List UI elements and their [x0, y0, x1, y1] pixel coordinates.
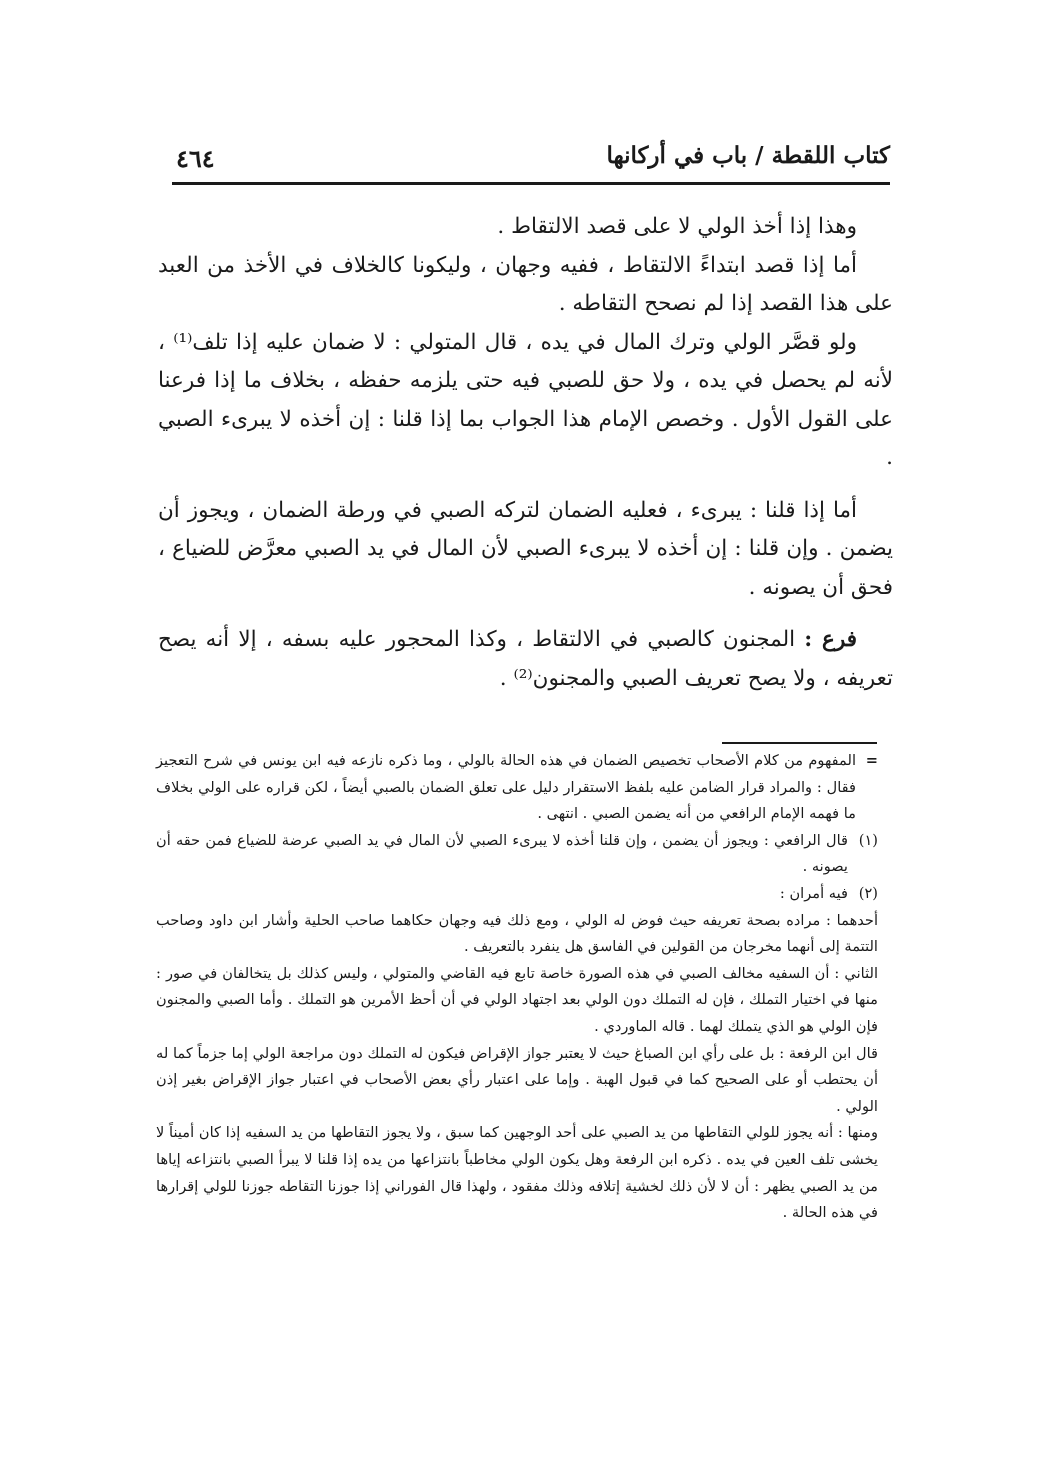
continuation-marker: =: [865, 752, 878, 769]
paragraph-3: ولو قصَّر الولي وترك المال في يده ، قال المتولي : لا ضمان عليه إذا تلف⁽¹⁾ ، لأنه لم يحصل في يده ، ولا حق للصبي فيه حتى يلزمه حفظه ، بخلاف ما إذا فرعنا على القول الأول . وخصص الإمام هذا الجواب بما إذا قلنا : إن أخذه لا يبرىء الصبي .: [158, 329, 893, 470]
header-title: كتاب اللقطة / باب في أركانها: [606, 142, 890, 169]
footnote-2-marker: (٢): [858, 884, 878, 902]
footnote-1-text: قال الرافعي : ويجوز أن يضمن ، وإن قلنا أخذه لا يبرىء الصبي لأن المال في يد الصبي عرضة للضياع فمن حقه أن يصونه .: [156, 831, 848, 876]
footnote-rule: [722, 742, 877, 744]
paragraph-4: أما إذا قلنا : يبرىء ، فعليه الضمان لتركه الصبي في ورطة الضمان ، ويجوز أن يضمن . وإن قلنا : إن أخذه لا يبرىء الصبي لأن المال في يد الصبي معرَّض للضياع ، فحق أن يصونه .: [158, 497, 893, 600]
footnote-2-also: ومنها : أنه يجوز للولي التقاطها من يد الصبي على أحد الوجهين كما سبق ، ولا يجوز التقاطها من يد السفيه إذا كان أميناً لا يخشى تلف العين في يده . ذكره ابن الرفعة وهل يكون الولي مخاطباً بانتزاعها من يده إذا قلنا لا يبرأ الصبي بانتزاعه إياها من يد الصبي يظهر : أن لا لأن ذلك لخشية إتلافه وذلك مفقود ، ولهذا قال الفوراني إذا جوزنا التقاطه جوزنا للولي إقرارها في هذه الحالة .: [156, 1124, 878, 1222]
footnote-2: [156, 881, 878, 908]
branch-label: فرع :: [804, 627, 857, 652]
footnote-2-second: الثاني : أن السفيه مخالف الصبي في هذه الصورة خاصة تابع فيه القاضي والمتولي ، وليس كذلك بل يتخالفان في صور : منها في اختيار التملك ، فإن له التملك دون الولي بعد اجتهاد الولي في أن أحظ الأمرين هو التملك . وأما الصبي والمجنون فإن الولي هو الذي يتملك لهما . قاله الماوردي .: [156, 964, 878, 1035]
paragraph-2: أما إذا قصد ابتداءً الالتقاط ، ففيه وجهان ، وليكونا كالخلاف في الأخذ من العبد على هذا القصد إذا لم نصحح التقاطه .: [158, 252, 893, 316]
footnote-continuation: [156, 748, 878, 828]
header-rule: [172, 182, 890, 185]
footnote-1: [156, 828, 878, 881]
running-header: [172, 138, 890, 184]
footnotes: [156, 748, 878, 1227]
paragraph-5-text: المجنون كالصبي في الالتقاط ، وكذا المحجور عليه بسفه ، إلا أنه يصح تعريفه ، ولا يصح تعريف الصبي والمجنون⁽²⁾ .: [158, 627, 893, 691]
paragraph-5: [158, 621, 893, 698]
page-number: ٤٦٤: [176, 144, 215, 173]
footnote-2-first: أحدهما : مراده بصحة تعريفه حيث فوض له الولي ، ومع ذلك فيه وجهان حكاهما صاحب الحلية وأشار ابن داود وصاحب التتمة إلى أنهما مخرجان من القولين في الفاسق هل ينفرد بالتعريف .: [156, 911, 878, 956]
footnote-2-text: فيه أمران :: [779, 884, 848, 902]
paragraph-1: وهذا إذا أخذ الولي لا على قصد الالتقاط .: [497, 214, 857, 239]
footnote-continuation-text: المفهوم من كلام الأصحاب تخصيص الضمان في هذه الحالة بالولي ، وما ذكره نازعه فيه ابن يونس في شرح التعجيز فقال : والمراد قرار الضامن عليه بلفظ الاستقرار دليل على تعلق الضمان بالصبي أيضاً ، لكن قراره على الولي بخلاف ما فهمه الإمام الرافعي من أنه يضمن الصبي . انتهى .: [156, 752, 856, 823]
main-text: [158, 208, 893, 698]
footnote-2-ibn-rifa: قال ابن الرفعة : بل على رأي ابن الصباغ حيث لا يعتبر جواز الإقراض فيكون له التملك دون مراجعة الولي إما جزماً كما له أن يحتطب أو على الصحيح كما في قبول الهبة . وإما على اعتبار رأي بعض الأصحاب في اعتبار جواز الإقراض بغير إذن الولي .: [156, 1044, 879, 1115]
footnote-1-marker: (١): [858, 831, 878, 849]
